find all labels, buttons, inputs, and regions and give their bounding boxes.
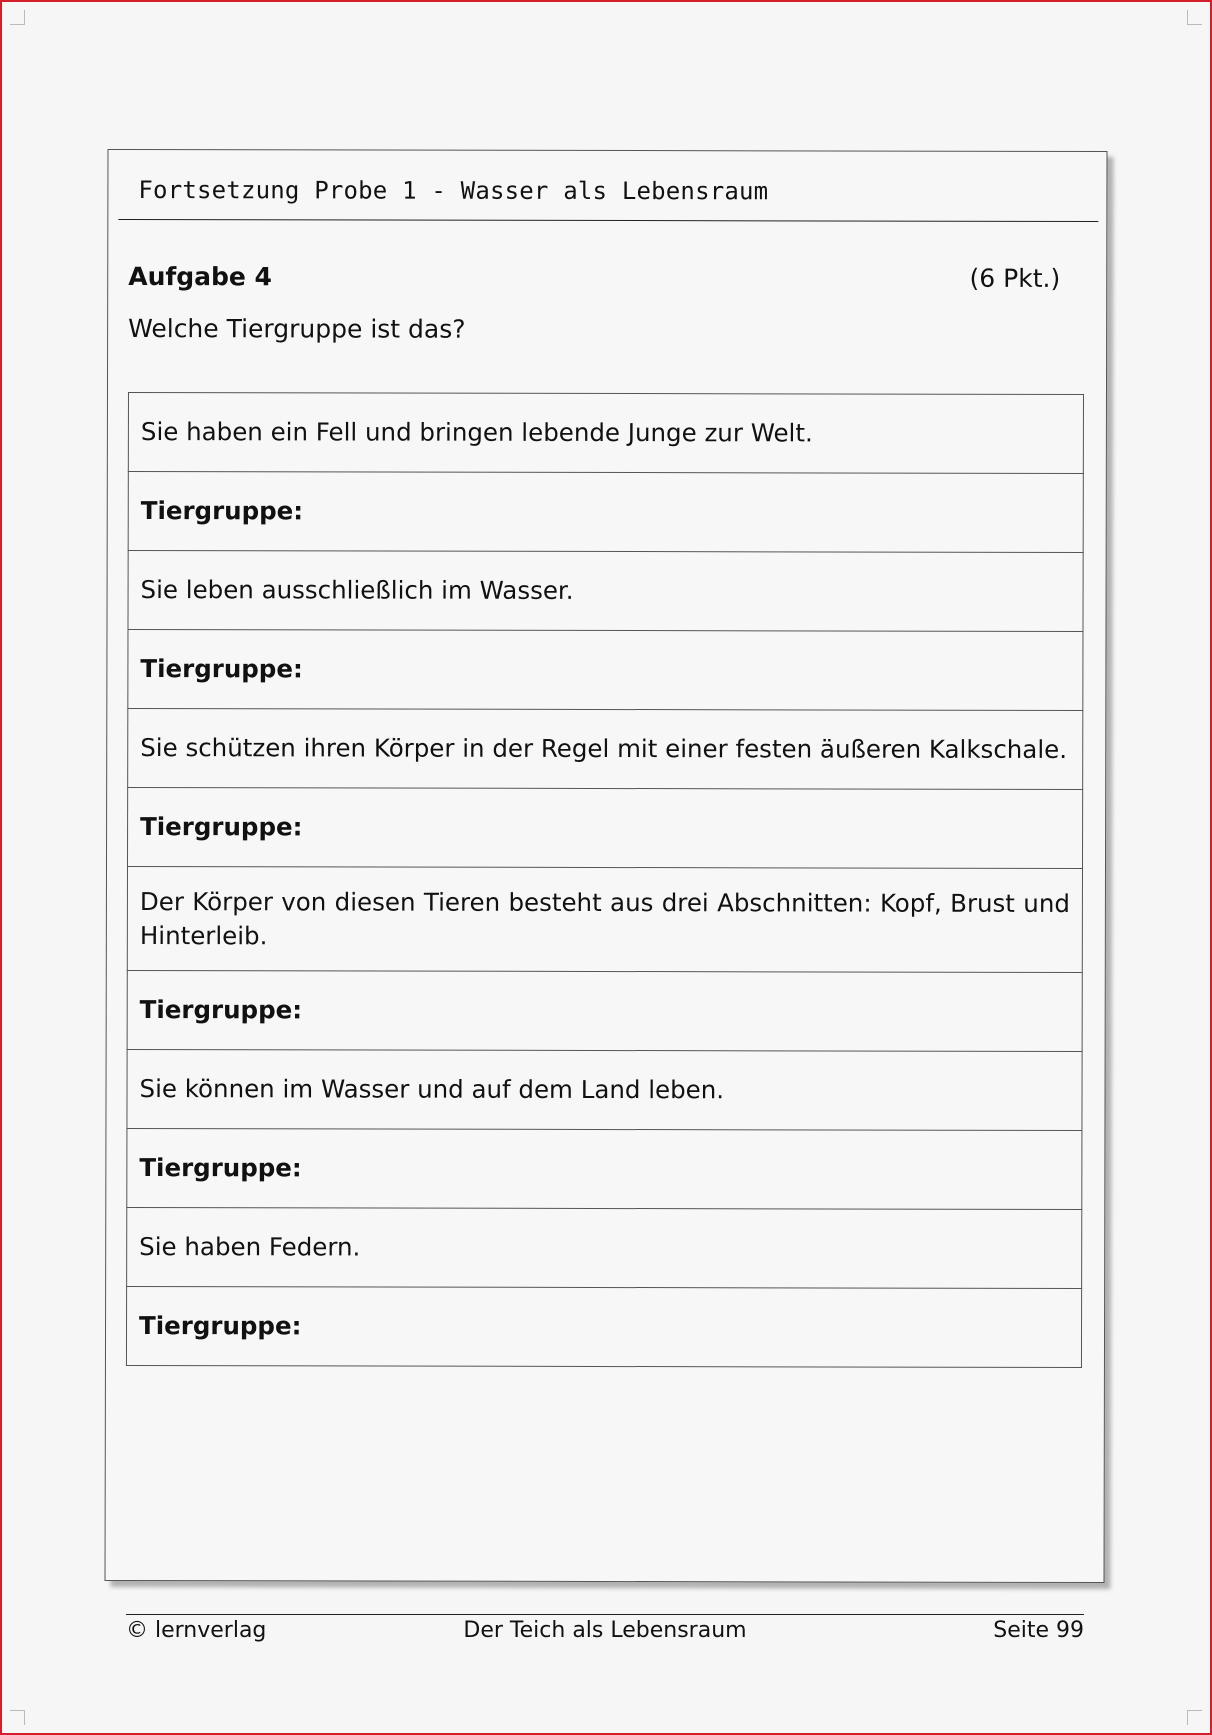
crop-mark-top-right (1187, 10, 1202, 25)
footer-divider (126, 1614, 1084, 1615)
answer-cell[interactable]: Tiergruppe: (126, 1286, 1081, 1367)
crop-mark-bottom-right (1187, 1710, 1202, 1725)
table-row (128, 471, 1083, 552)
task-question: Welche Tiergruppe ist das? (128, 313, 466, 344)
clue-cell: Sie haben Federn. (127, 1207, 1082, 1288)
worksheet-card (105, 149, 1108, 1583)
answer-table (126, 392, 1084, 1368)
task-points: (6 Pkt.) (969, 263, 1061, 293)
table-row (127, 1128, 1082, 1209)
table-row (127, 970, 1082, 1051)
footer-publisher: © lernverlag (126, 1618, 267, 1643)
table-row (128, 629, 1083, 710)
table-row (127, 866, 1082, 972)
table-row (128, 550, 1083, 631)
table-row (126, 1286, 1081, 1367)
clue-cell: Sie schützen ihren Körper in der Regel mit einer festen äußeren Kalkschale. (128, 708, 1083, 789)
clue-cell: Sie können im Wasser und auf dem Land leben. (127, 1049, 1082, 1130)
footer-book-title: Der Teich als Lebensraum (463, 1618, 747, 1643)
answer-cell[interactable]: Tiergruppe: (127, 1128, 1082, 1209)
clue-cell: Der Körper von diesen Tieren besteht aus drei Abschnitten: Kopf, Brust und Hinterleib. (127, 866, 1082, 972)
task-title: Aufgabe 4 (128, 261, 273, 292)
crop-mark-top-left (10, 10, 25, 25)
answer-cell[interactable]: Tiergruppe: (127, 787, 1082, 868)
table-row (127, 1049, 1082, 1130)
answer-cell[interactable]: Tiergruppe: (128, 471, 1083, 552)
table-row (127, 1207, 1082, 1288)
page-footer (126, 1618, 1084, 1648)
clue-cell: Sie leben ausschließlich im Wasser. (128, 550, 1083, 631)
table-row (128, 392, 1083, 473)
answer-cell[interactable]: Tiergruppe: (128, 629, 1083, 710)
answer-cell[interactable]: Tiergruppe: (127, 970, 1082, 1051)
header-divider (118, 219, 1098, 222)
table-row (127, 787, 1082, 868)
crop-mark-bottom-left (10, 1710, 25, 1725)
clue-cell: Sie haben ein Fell und bringen lebende Junge zur Welt. (128, 392, 1083, 473)
footer-page-number: Seite 99 (993, 1618, 1084, 1643)
table-row (128, 708, 1083, 789)
section-header: Fortsetzung Probe 1 - Wasser als Lebensraum (138, 176, 769, 206)
